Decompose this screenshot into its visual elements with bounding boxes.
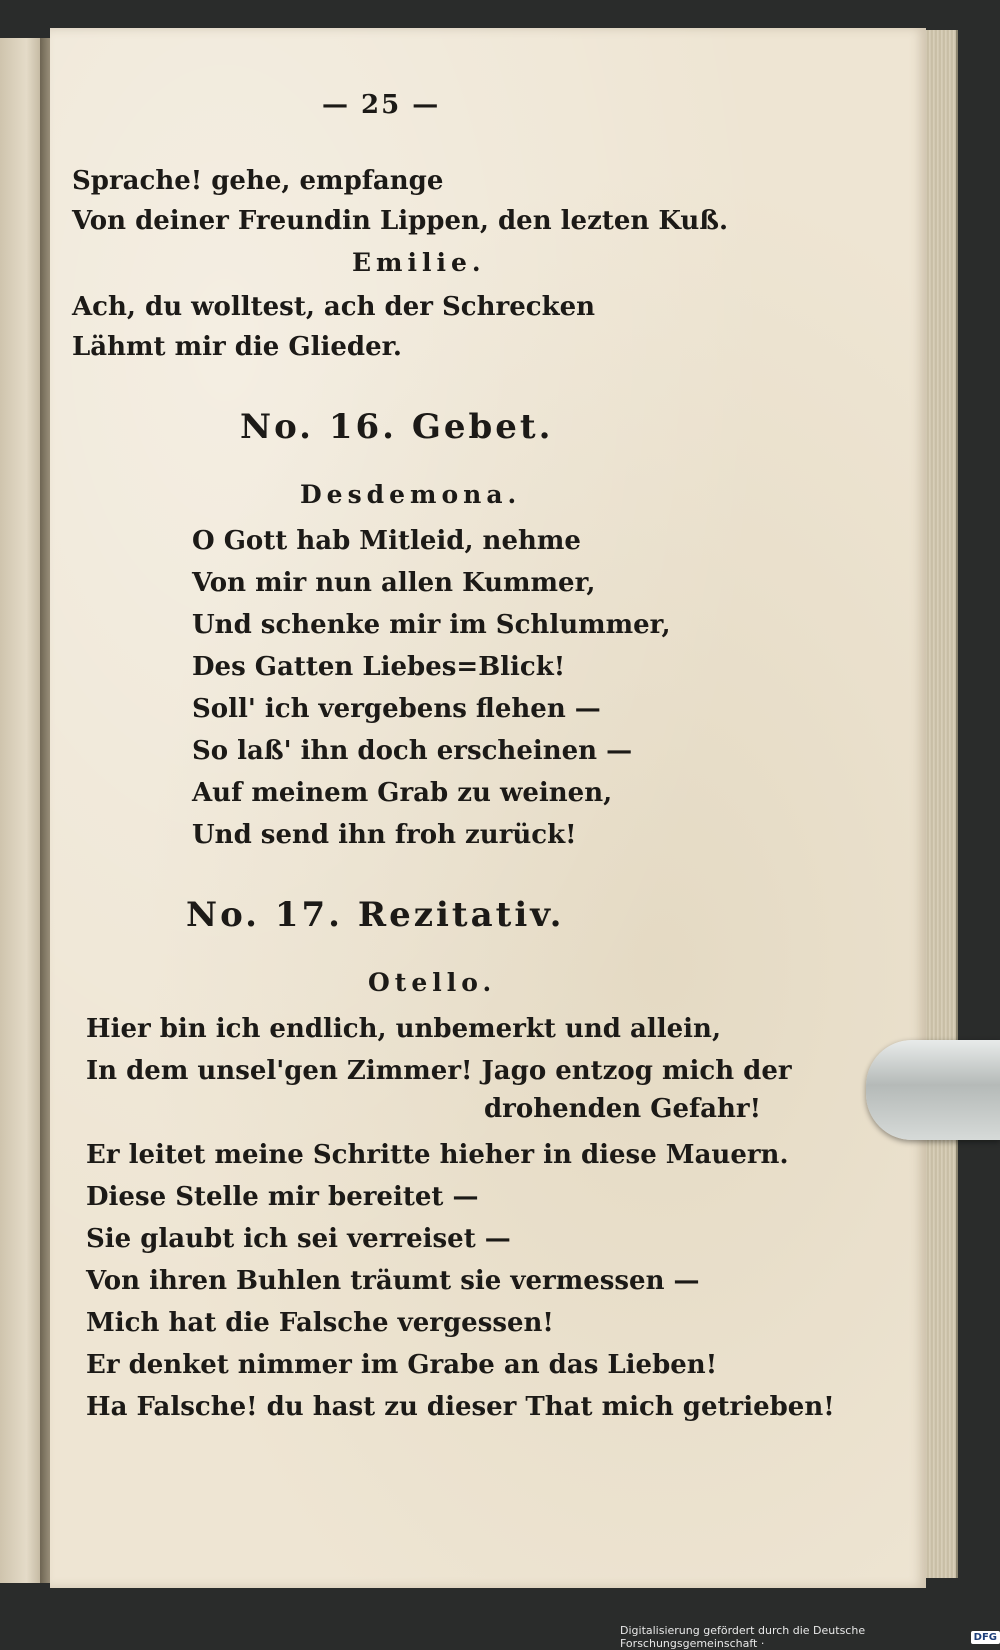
speaker-name: Emilie. <box>352 248 486 277</box>
verse-line: Lähmt mir die Glieder. <box>72 332 402 362</box>
dfg-logo: DFG <box>971 1631 1000 1644</box>
verse-line: Auf meinem Grab zu weinen, <box>192 778 613 808</box>
verse-line: In dem unsel'gen Zimmer! Jago entzog mich der <box>86 1056 792 1086</box>
verse-line: Ha Falsche! du hast zu dieser That mich getrieben! <box>86 1392 835 1422</box>
speaker-name: Desdemona. <box>300 480 522 509</box>
verse-line: O Gott hab Mitleid, nehme <box>192 526 581 556</box>
verse-line: Des Gatten Liebes=Blick! <box>192 652 566 682</box>
verse-line: Hier bin ich endlich, unbemerkt und allein, <box>86 1014 721 1044</box>
verse-line: Sprache! gehe, empfange <box>72 166 444 196</box>
page-clip <box>866 1040 1000 1140</box>
left-page-edge <box>0 38 44 1583</box>
verse-line: Er denket nimmer im Grabe an das Lieben! <box>86 1350 718 1380</box>
page-stack-edges <box>922 30 958 1578</box>
section-heading: No. 16. Gebet. <box>240 407 554 447</box>
verse-line: Von mir nun allen Kummer, <box>192 568 596 598</box>
verse-line: Soll' ich vergebens flehen — <box>192 694 601 724</box>
page-number: — 25 — <box>322 90 441 120</box>
section-heading: No. 17. Rezitativ. <box>186 895 565 935</box>
verse-line: Ach, du wolltest, ach der Schrecken <box>72 292 596 322</box>
verse-line: drohenden Gefahr! <box>484 1094 762 1124</box>
verse-line: Und schenke mir im Schlummer, <box>192 610 671 640</box>
verse-line: Von ihren Buhlen träumt sie vermessen — <box>86 1266 700 1296</box>
digitization-footer <box>620 1624 1000 1650</box>
verse-line: Diese Stelle mir bereitet — <box>86 1182 479 1212</box>
verse-line: Er leitet meine Schritte hieher in diese Mauern. <box>86 1140 789 1170</box>
verse-line: Und send ihn froh zurück! <box>192 820 577 850</box>
verse-line: So laß' ihn doch erscheinen — <box>192 736 633 766</box>
verse-line: Von deiner Freundin Lippen, den lezten Kuß. <box>72 206 729 236</box>
footer-text: Digitalisierung gefördert durch die Deutsche Forschungsgemeinschaft · <box>620 1624 866 1650</box>
speaker-name: Otello. <box>368 968 497 997</box>
verse-line: Mich hat die Falsche vergessen! <box>86 1308 554 1338</box>
verse-line: Sie glaubt ich sei verreiset — <box>86 1224 511 1254</box>
